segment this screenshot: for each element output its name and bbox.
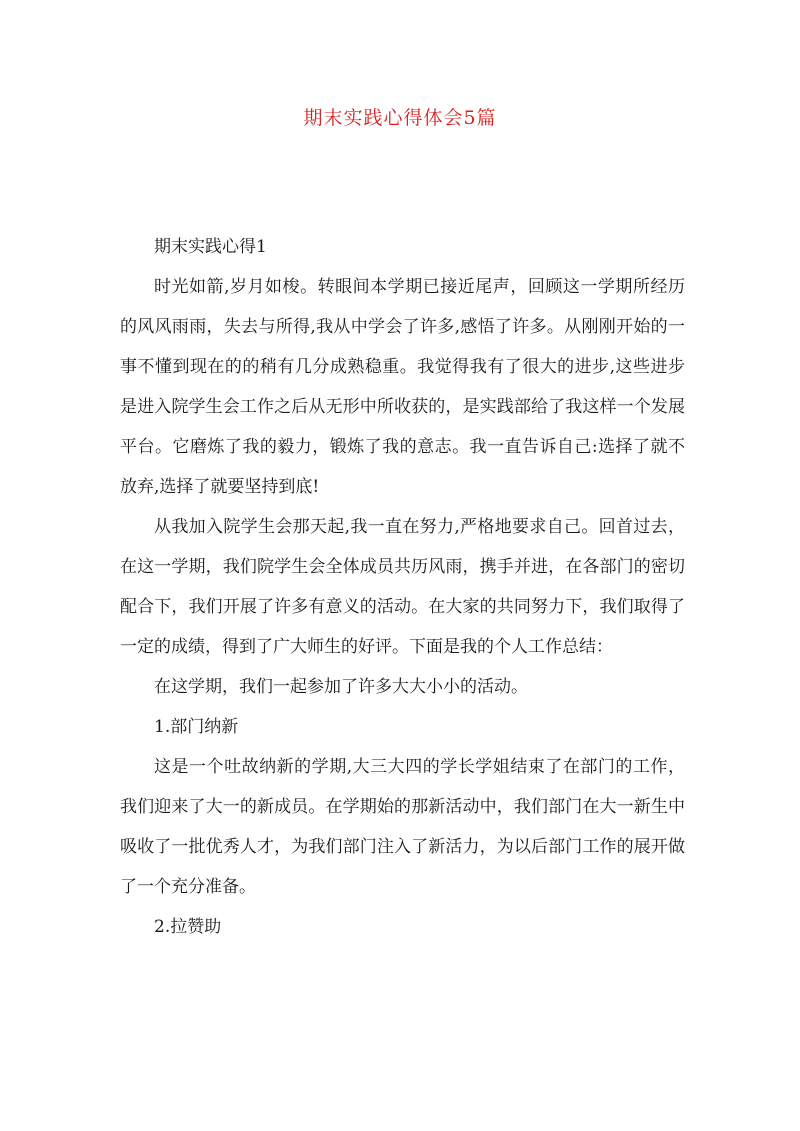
paragraph: 时光如箭,岁月如梭。转眼间本学期已接近尾声，回顾这一学期所经历的风风雨雨，失去与所得,我从中学会了许多,感悟了许多。从刚刚开始的一事不懂到现在的的稍有几分成熟稳重。我觉得我有了很大的进步,这些进步是进入院学生会工作之后从无形中所收获的，是实践部给了我这样一个发展平台。它磨炼了我的毅力，锻炼了我的意志。我一直告诉自己:选择了就不放弃,选择了就要坚持到底! (120, 277, 685, 497)
item-heading-1: 1.部门纳新 (154, 717, 239, 737)
paragraph: 在这学期，我们一起参加了许多大大小小的活动。 (154, 677, 528, 697)
section-heading: 期末实践心得1 (154, 237, 267, 257)
document-title: 期末实践心得体会5篇 (303, 107, 497, 129)
item-heading-2: 2.拉赞助 (154, 917, 222, 937)
document-body (120, 227, 685, 947)
paragraph: 从我加入院学生会那天起,我一直在努力,严格地要求自己。回首过去，在这一学期，我们院学生会全体成员共历风雨，携手并进，在各部门的密切配合下，我们开展了许多有意义的活动。在大家的共同努力下，我们取得了一定的成绩，得到了广大师生的好评。下面是我的个人工作总结： (120, 517, 685, 657)
paragraph: 这是一个吐故纳新的学期,大三大四的学长学姐结束了在部门的工作，我们迎来了大一的新成员。在学期始的那新活动中，我们部门在大一新生中吸收了一批优秀人才，为我们部门注入了新活力，为以后部门工作的展开做了一个充分准备。 (120, 757, 685, 897)
